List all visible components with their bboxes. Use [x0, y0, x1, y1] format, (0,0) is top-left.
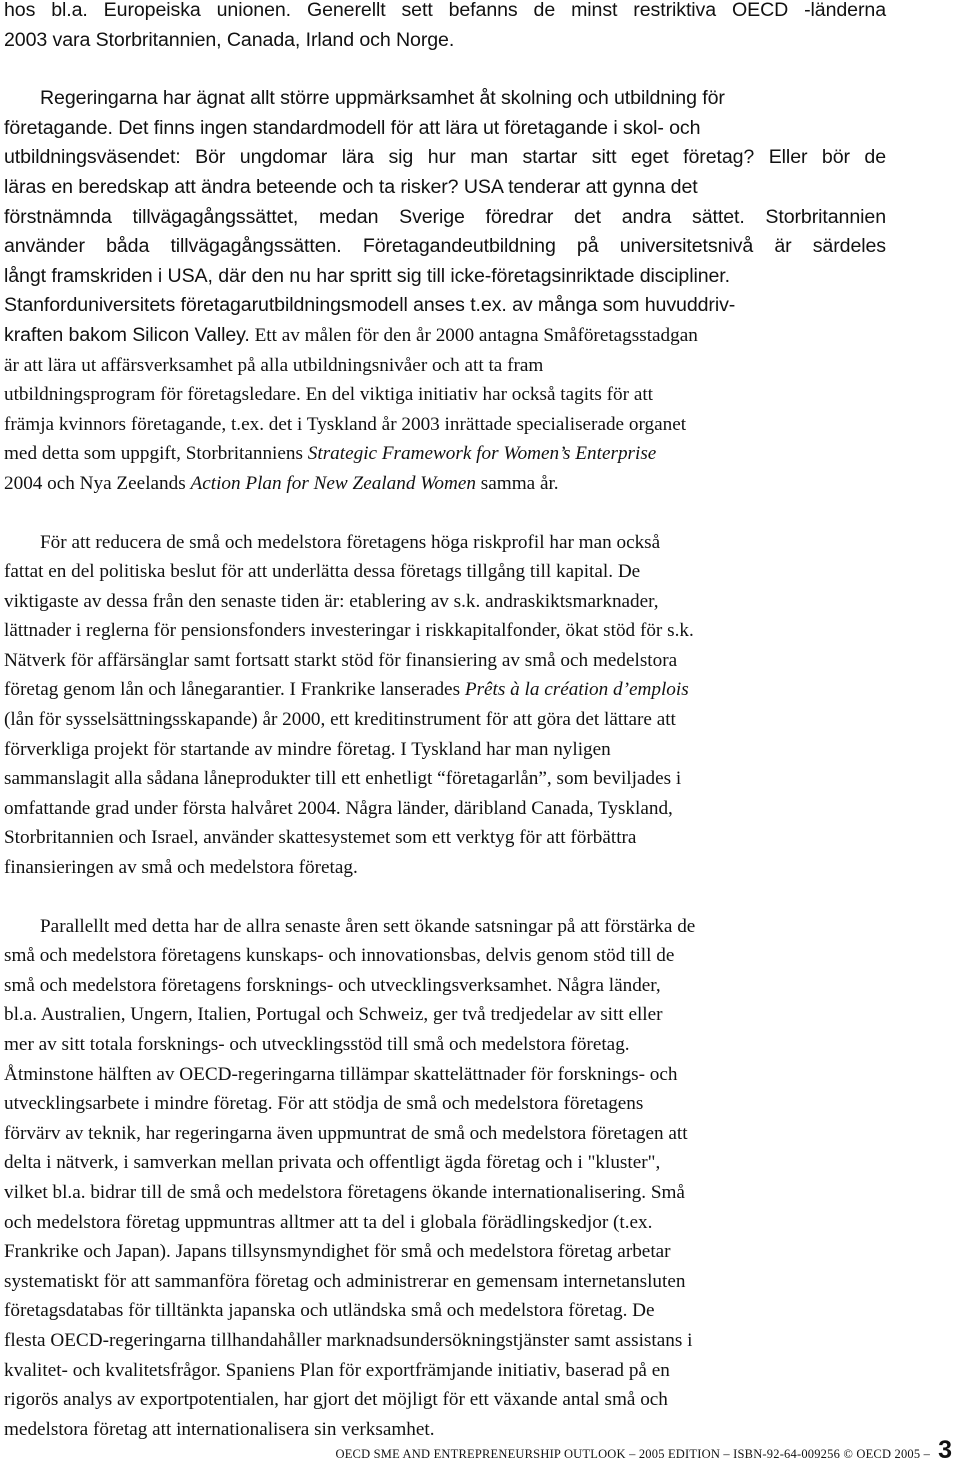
text-line: utvecklingsarbete i mindre företag. För att stödja de små och medelstora företagens — [4, 1093, 644, 1115]
text-line: och medelstora företag uppmuntras alltmer att ta del i globala förädlingskedjor (t.ex. — [4, 1211, 653, 1233]
text-span: företagande. — [4, 116, 119, 139]
text-line: systematiskt för att sammanföra företag och administrerar en gemensam internetansluten — [4, 1270, 686, 1292]
text-line: förvärv av teknik, har regeringarna även uppmuntrat de små och medelstora företagen att — [4, 1122, 688, 1144]
paragraph-2 — [4, 84, 886, 498]
text-line — [4, 232, 886, 262]
text-line: förstnämnda tillvägagångssättet, medan Sverige föredrar det andra sättet. Storbritannien — [4, 205, 886, 228]
text-line: kvalitet- och kvalitetsfrågor. Spaniens Plan för exportfrämjande initiativ, baserad på en — [4, 1359, 670, 1381]
text-line: sammanslagit alla sådana låneprodukter till ett enhetligt “företagarlån”, som beviljades i — [4, 768, 682, 790]
text-line — [4, 469, 886, 499]
text-span: utbildningsväsendet: Bör ungdomar lära sig hur man startar sitt eget företag? — [4, 146, 755, 169]
italic-title: Strategic Framework for Women’s Enterprise — [307, 443, 657, 465]
text-line: delta i nätverk, i samverkan mellan privata och offentligt ägda företag och i "kluster", — [4, 1152, 661, 1174]
text-line: flesta OECD-regeringarna tillhandahåller marknadsundersökningstjänster samt assistans i — [4, 1329, 693, 1351]
text-line: omfattande grad under första halvåret 2004. Några länder, däribland Canada, Tyskland, — [4, 797, 673, 819]
text-line: viktigaste av dessa från den senaste tiden är: etablering av s.k. andraskiktsmarknader, — [4, 590, 659, 612]
text-line: främja kvinnors företagande, t.ex. det i Tyskland år 2003 inrättade specialiserade organet — [4, 413, 687, 435]
text-line: (lån för sysselsättningsskapande) år 2000, ett kreditinstrument för att göra det lättare att — [4, 709, 676, 731]
paragraph-3 — [4, 528, 886, 883]
text-line: långt framskriden i USA, där den nu har spritt sig till icke-företagsinriktade discipliner. — [4, 264, 730, 287]
paragraph-4 — [4, 912, 886, 1445]
text-line: 2003 vara Storbritannien, Canada, Irland och Norge. — [4, 28, 455, 51]
text-span: företag genom lån och lånegarantier. I Frankrike lanserades — [4, 679, 465, 701]
text-line: finansieringen av små och medelstora företag. — [4, 857, 358, 879]
text-line — [4, 143, 886, 173]
page-footer — [335, 1436, 952, 1465]
text-line: vilket bl.a. bidrar till de små och medelstora företagens ökande internationalisering. Små — [4, 1181, 685, 1203]
text-line — [4, 321, 886, 351]
text-line: Åtminstone hälften av OECD-regeringarna tillämpar skattelättnader för forsknings- och — [4, 1063, 678, 1085]
text-line: Frankrike och Japan). Japans tillsynsmyndighet för små och medelstora företag arbetar — [4, 1241, 671, 1263]
text-line: bl.a. Australien, Ungern, Italien, Portugal och Schweiz, ger två tredjedelar av sitt eller — [4, 1004, 663, 1026]
text-line: Parallellt med detta har de allra senaste åren sett ökande satsningar på att förstärka de — [40, 915, 696, 937]
footer-citation: OECD SME AND ENTREPRENEURSHIP OUTLOOK – 2005 EDITION – ISBN-92-64-009256 © OECD 2005 – — [335, 1447, 931, 1461]
text-line: hos bl.a. Europeiska unionen. Generellt sett befanns de minst restriktiva OECD -länderna — [4, 0, 886, 21]
text-line: mer av sitt totala forsknings- och utvecklingsstöd till små och medelstora företag. — [4, 1034, 630, 1055]
text-line: små och medelstora företagens forsknings- och utvecklingsverksamhet. Några länder, — [4, 974, 661, 996]
text-line — [4, 675, 886, 705]
text-line: förverkliga projekt för startande av mindre företag. I Tyskland har man nyligen — [4, 738, 611, 760]
text-span: Ett av målen för den år 2000 antagna Småföretagsstadgan — [249, 324, 698, 346]
text-span: läras en beredskap att ändra beteende och ta risker? — [4, 175, 459, 198]
page-number: 3 — [938, 1436, 952, 1464]
text-line: Storbritannien och Israel, använder skattesystemet som ett verktyg för att förbättra — [4, 827, 637, 849]
italic-title: Action Plan for New Zealand Women — [190, 472, 476, 494]
text-line: Regeringarna har ägnat allt större uppmärksamhet åt skolning och utbildning för — [40, 87, 725, 110]
text-span: Eller bör de — [754, 146, 886, 169]
text-span: kraften bakom Silicon Valley. — [4, 323, 250, 346]
text-line: medelstora företag att internationalisera sin verksamhet. — [4, 1418, 435, 1440]
text-span: En del viktiga initiativ har också tagits för att — [300, 384, 653, 406]
text-line: lättnader i reglerna för pensionsfonders investeringar i riskkapitalfonder, ökat stöd för s.k. — [4, 620, 694, 642]
text-line: små och medelstora företagens kunskaps- och innovationsbas, delvis genom stöd till de — [4, 945, 675, 967]
text-line: företagsdatabas för tilltänkta japanska och utländska små och medelstora företag. De — [4, 1300, 655, 1322]
text-span: samma år. — [476, 472, 559, 494]
text-line — [4, 114, 886, 144]
text-span: med detta som uppgift, Storbritanniens — [4, 443, 308, 465]
text-line: rigorös analys av exportpotentialen, har gjort det möjligt för ett växande antal små och — [4, 1389, 668, 1411]
text-line: fattat en del politiska beslut för att underlätta dessa företags tillgång till kapital. De — [4, 561, 641, 583]
paragraph-1 — [4, 0, 886, 55]
text-line: Nätverk för affärsänglar samt fortsatt starkt stöd för finansiering av små och medelstora — [4, 649, 678, 671]
text-span: USA tenderar att gynna det — [458, 175, 698, 198]
text-span: använder båda tillvägagångssätten. — [4, 235, 342, 258]
italic-title: Prêts à la création d’emplois — [464, 679, 689, 701]
text-line — [4, 439, 886, 469]
text-line: För att reducera de små och medelstora företagens höga riskprofil har man också — [40, 531, 661, 553]
text-span: Företagandeutbildning på universitetsnivå är särdeles — [341, 235, 886, 258]
text-span: utbildningsprogram för företagsledare. — [4, 384, 301, 406]
text-line: är att lära ut affärsverksamhet på alla utbildningsnivåer och att ta fram — [4, 354, 544, 376]
text-line — [4, 173, 886, 203]
text-line — [4, 380, 886, 410]
text-span: 2004 och Nya Zeelands — [4, 472, 191, 494]
text-span: Det finns ingen standardmodell för att lära ut företagande i skol- och — [118, 116, 701, 139]
document-page — [4, 0, 886, 1444]
text-line: Stanforduniversitets företagarutbildningsmodell anses t.ex. av många som huvuddriv- — [4, 294, 736, 317]
